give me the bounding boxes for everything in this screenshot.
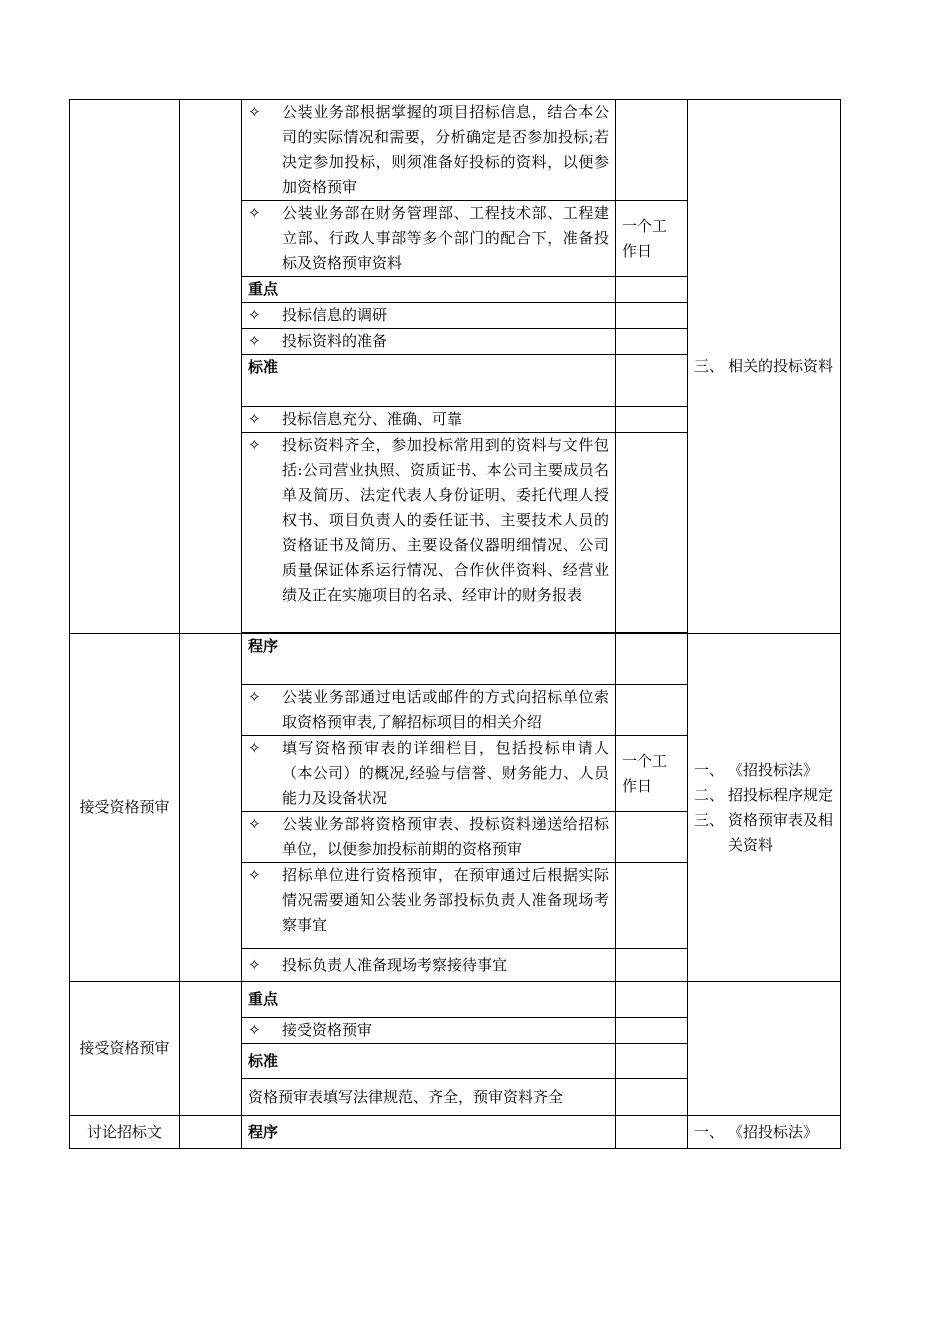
diamond-bullet-icon: ✧: [248, 1021, 261, 1039]
owner-cell: [180, 634, 242, 982]
reference-cell: 一、 《招投标法》: [688, 1116, 841, 1149]
standard-item: 资格预审表填写法律规范、齐全，预审资料齐全: [242, 1079, 616, 1116]
key-point-item: ✧ 投标资料的准备: [242, 329, 616, 355]
diamond-bullet-icon: ✧: [248, 332, 261, 350]
key-point-item: ✧ 投标信息的调研: [242, 303, 616, 329]
diamond-bullet-icon: ✧: [248, 688, 261, 706]
procedure-item: ✧ 公装业务部在财务管理部、工程技术部、工程建立部、行政人事部等多个部门的配合下，准备投标及资格预审资料: [242, 201, 616, 277]
process-table: [69, 99, 841, 1149]
standard-item: ✧ 投标资料齐全，参加投标常用到的资料与文件包括:公司营业执照、资质证书、本公司主要成员名单及简历、法定代表人身份证明、委托代理人授权书、项目负责人的委任证书、主要技术人员的资格证书及简历、主要设备仪器明细情况、公司质量保证体系运行情况、合作伙伴资料、经营业绩及正在实施项目的名录、经审计的财务报表: [242, 433, 616, 633]
procedure-item: ✧ 公装业务部通过电话或邮件的方式向招标单位索取资格预审表,了解招标项目的相关介绍: [242, 685, 616, 736]
owner-cell: [180, 1116, 242, 1149]
key-points-label: 重点: [242, 277, 616, 303]
procedure-item: ✧ 公装业务部将资格预审表、投标资料递送给招标单位，以便参加投标前期的资格预审: [242, 812, 616, 863]
procedure-label: 程序: [242, 634, 616, 685]
step-name-cell: 接受资格预审: [70, 634, 180, 982]
reference-cell: 一、 《招投标法》 二、 招投标程序规定 三、 资格预审表及相关资料: [688, 634, 841, 982]
diamond-bullet-icon: ✧: [248, 204, 261, 222]
diamond-bullet-icon: ✧: [248, 306, 261, 324]
standard-label: 标准: [242, 355, 616, 407]
diamond-bullet-icon: ✧: [248, 955, 261, 974]
time-cell: [616, 100, 688, 201]
step-name-cell: [70, 100, 180, 634]
diamond-bullet-icon: ✧: [248, 410, 261, 428]
standard-item: ✧ 投标信息充分、准确、可靠: [242, 407, 616, 433]
diamond-bullet-icon: ✧: [248, 739, 261, 757]
time-cell: 一个工作日: [616, 736, 688, 812]
procedure-item: ✧ 招标单位进行资格预审，在预审通过后根据实际情况需要通知公装业务部投标负责人准备现场考察事宜: [242, 863, 616, 949]
diamond-bullet-icon: ✧: [248, 815, 261, 833]
diamond-bullet-icon: ✧: [248, 436, 261, 454]
reference-cell: 三、 相关的投标资料: [688, 100, 841, 634]
key-points-label: 重点: [242, 982, 616, 1018]
procedure-item: ✧ 公装业务部根据掌握的项目招标信息，结合本公司的实际情况和需要，分析确定是否参加投标;若决定参加投标，则须准备好投标的资料，以便参加资格预审: [242, 100, 616, 201]
procedure-item: ✧ 填写资格预审表的详细栏目，包括投标申请人（本公司）的概况,经验与信誉、财务能力、人员能力及设备状况: [242, 736, 616, 812]
key-point-item: ✧ 接受资格预审: [242, 1018, 616, 1044]
owner-cell: [180, 982, 242, 1116]
diamond-bullet-icon: ✧: [248, 866, 261, 884]
standard-label: 标准: [242, 1044, 616, 1079]
owner-cell: [180, 100, 242, 634]
step-name-cell: 接受资格预审: [70, 982, 180, 1116]
time-cell: 一个工作日: [616, 201, 688, 277]
procedure-label: 程序: [242, 1116, 616, 1149]
diamond-bullet-icon: ✧: [248, 103, 261, 121]
procedure-item: ✧ 投标负责人准备现场考察接待事宜: [242, 949, 616, 982]
reference-cell: [688, 982, 841, 1116]
step-name-cell: 讨论招标文: [70, 1116, 180, 1149]
